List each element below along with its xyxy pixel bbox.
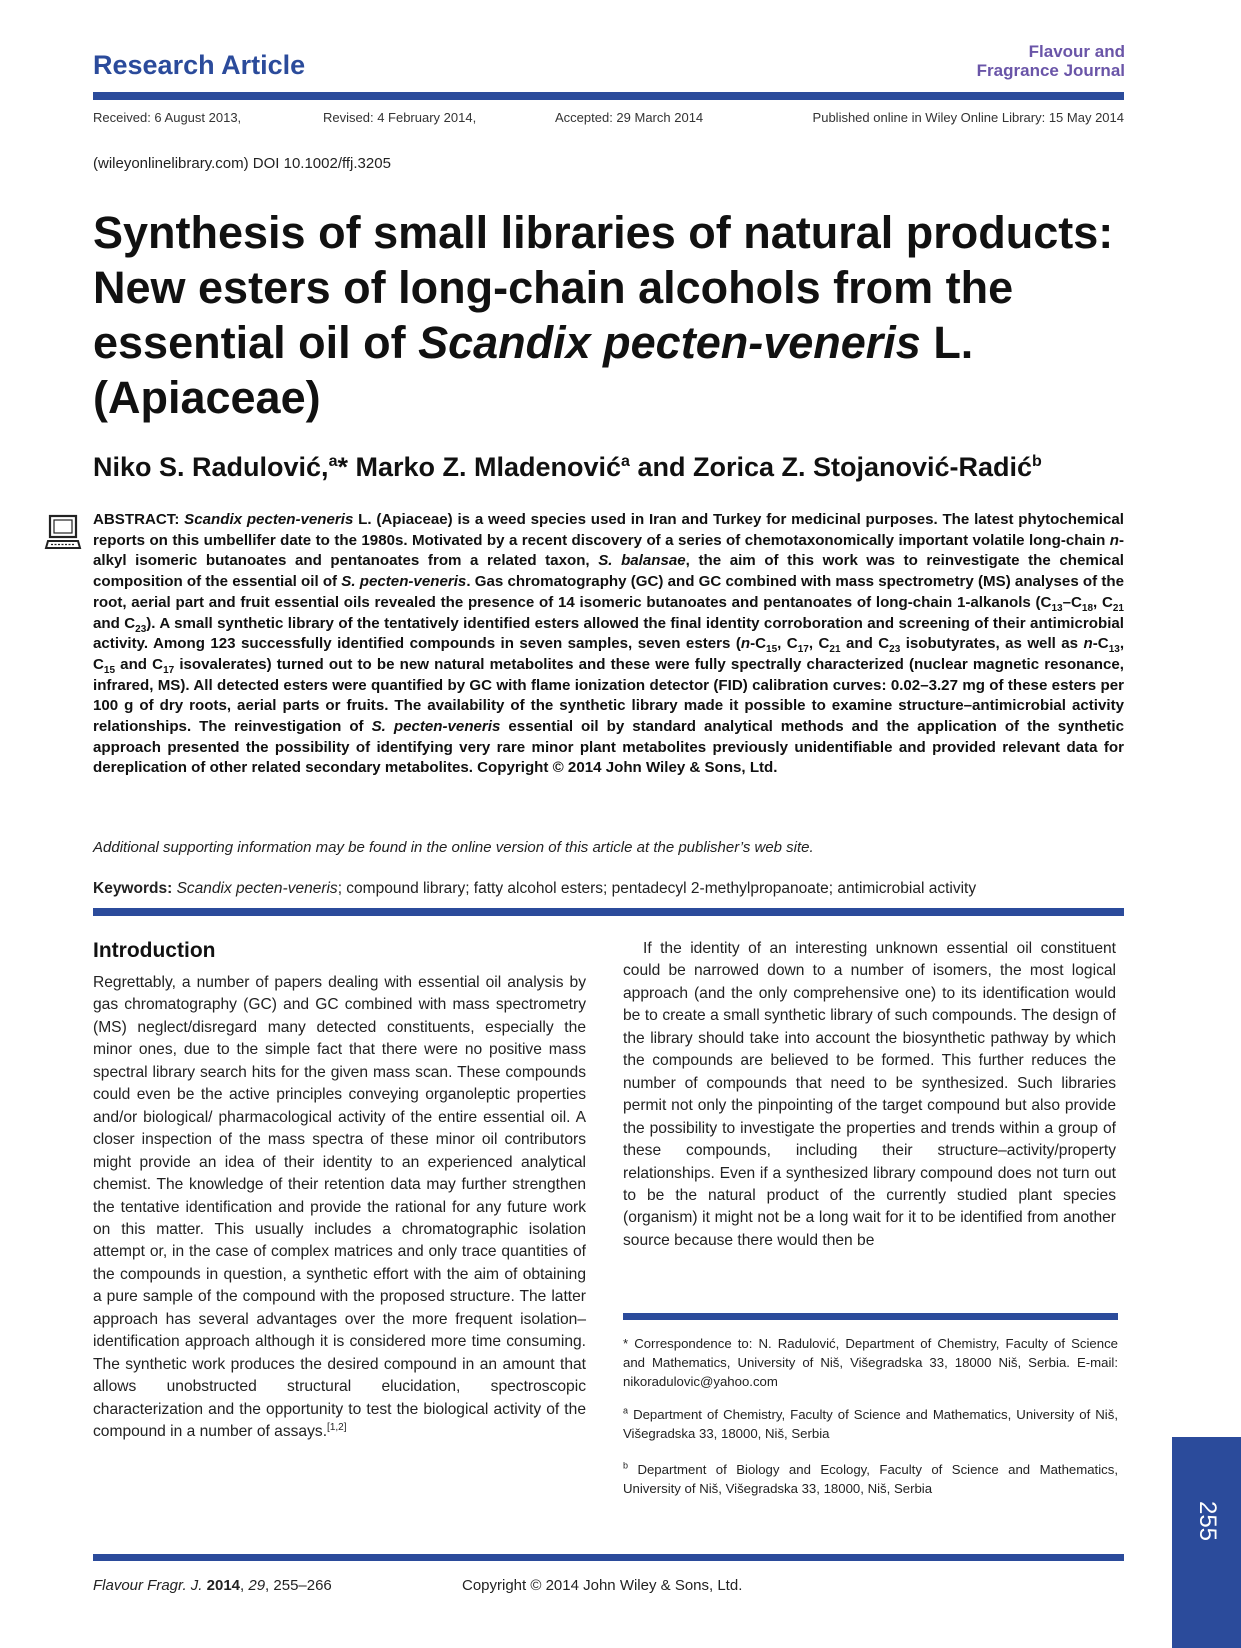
keywords-label: Keywords: (93, 880, 177, 897)
keywords (93, 880, 976, 898)
journal-logo-line2: Fragrance Journal (976, 61, 1125, 80)
paragraph-text: Regrettably, a number of papers dealing with essential oil analysis by gas chromatography (GC) and GC combined with mass spectrometry (MS) neglect/disregard many detected constituents, especially the minor ones, due to the simple fact that there were no positive mass spectral library search hits for the given mass scan. These compounds could even be the active principles conveying organoleptic properties and/or biological/ pharmacological activity of the entire essential oil. A closer inspection of the mass spectra of these minor oil contributors might provide an idea of their identity to an experienced analytical chemist. The knowledge of their retention data may further strengthen the tentative identification and provide the rational for any future work on this matter. This usually includes a chromatographic isolation attempt or, in the case of complex matrices and only trace quantities of the compounds in question, a synthetic effort with the aim of obtaining a pure sample of the compound with the proposed structure. The latter approach has several advantages over the more frequent isolation–identification approach although it is considered more time consuming. The synthetic work produces the desired compound in an amount that allows unobstructed structural elucidation, spectroscopic characterization and the opportunity to test the biological activity of the compound in a number of assays. (93, 974, 586, 1441)
subscript: 13 (1108, 644, 1120, 656)
abstract-text: -alkyl isomeric butanoates and pentanoates from a related taxon, (93, 531, 1124, 570)
subscript: 13 (1051, 602, 1063, 614)
keyword-species: Scandix pecten-veneris (176, 880, 338, 897)
subscript: 15 (766, 644, 778, 656)
species-name: S. balansae (598, 552, 686, 570)
abstract-text: ). A small synthetic library of the tentatively identified esters allowed the final identity corroboration and screening of their antimicrobial activity. Among 123 successfully identified compounds in seven samples, seven esters ( (93, 614, 1124, 653)
author-2: Marko Z. Mladenović (347, 452, 622, 482)
title-line-3 (93, 315, 1153, 370)
citation-pages: , 255–266 (265, 1577, 332, 1594)
keyword-list: ; compound library; fatty alcohol esters; pentadecyl 2-methylpropanoate; antimicrobial activity (337, 880, 977, 897)
affiliation-mark: b (1032, 453, 1042, 470)
author-1: Niko S. Radulović, (93, 452, 329, 482)
received-date: Received: 6 August 2013, (93, 110, 242, 125)
abstract-text: , C (93, 635, 1125, 673)
subscript: 23 (889, 644, 901, 656)
supporting-info-note: Additional supporting information may be found in the online version of this article at the publisher’s web site. (93, 839, 814, 856)
subscript: 21 (829, 644, 841, 656)
page-number-text: 255 (1193, 1500, 1221, 1542)
citation-ref[interactable]: [1,2] (327, 1421, 347, 1433)
abstract-text: , C (777, 635, 798, 653)
citation-year: 2014 (206, 1577, 241, 1594)
abstract-text: and C (93, 614, 136, 632)
title-species: Scandix pecten-veneris (418, 317, 921, 368)
intro-left-column (93, 972, 586, 1444)
section-heading: Introduction (93, 939, 216, 962)
published-date: Published online in Wiley Online Library: 15 May 2014 (812, 110, 1124, 125)
abstract-text: , C (1093, 593, 1113, 611)
species-name: S. pecten-veneris (371, 718, 501, 736)
footnote-rule (623, 1313, 1118, 1320)
affiliation-mark: a (623, 1405, 629, 1416)
affiliation-mark: b (623, 1460, 629, 1471)
subscript: 23 (135, 623, 147, 635)
abstract-text: -C (1092, 635, 1109, 653)
revised-date: Revised: 4 February 2014, (323, 110, 477, 125)
affiliation-mark: a (621, 453, 630, 470)
and-word: and (629, 452, 693, 482)
accepted-date: Accepted: 29 March 2014 (555, 110, 704, 125)
abstract-text: and C (840, 635, 890, 653)
corresponding-mark: * (337, 452, 348, 482)
abstract-label: ABSTRACT: (93, 511, 185, 528)
author-3: Zorica Z. Stojanović-Radić (692, 452, 1033, 482)
footer-copyright: Copyright © 2014 John Wiley & Sons, Ltd. (462, 1577, 743, 1594)
footer-rule (93, 1554, 1124, 1561)
subscript: 21 (1112, 602, 1124, 614)
abstract-text: and C (115, 655, 164, 673)
correspondence-footnote: * Correspondence to: N. Radulović, Department of Chemistry, Faculty of Science and Mathematics, University of Niš, Višegradska 33, 18000 Niš, Serbia. E-mail: nikoradulovic@yahoo.com (623, 1336, 1118, 1389)
header-rule (93, 92, 1124, 100)
doi: (wileyonlinelibrary.com) DOI 10.1002/ffj.3205 (93, 155, 391, 172)
abstract-text: , C (808, 635, 830, 653)
species-name: S. pecten-veneris (341, 573, 467, 591)
abstract-text: isovalerates) turned out to be new natural metabolites and these were fully spectrally characterized (nuclear magnetic resonance, infrared, MS). All detected esters were quantified by GC with flame ionization detector (FID) calibration curves: 0.02–3.27 mg of these esters per 100 g of dry roots, aerial parts or fruits. The availability of the synthetic library made it possible to examine structure–antimicrobial activity relationships. The reinvestigation of (93, 655, 1124, 736)
subscript: 18 (1081, 602, 1094, 614)
italic-n: n (740, 635, 751, 653)
subscript: 17 (797, 644, 809, 656)
journal-logo-line1: Flavour and (1028, 42, 1125, 61)
article-title (93, 205, 1153, 425)
abstract-text: essential oil by standard analytical methods and the application of the synthetic approach presented the possibility of identifying very rare minor plant metabolites previously unidentifiable and provided relevant data for dereplication of other related secondary metabolites. Copyright © 2014 John Wiley & Sons, Ltd. (93, 718, 1124, 777)
abstract (93, 510, 1124, 779)
citation-volume: 29 (248, 1577, 266, 1594)
affiliation-a (623, 1405, 1118, 1443)
title-text: L. (920, 317, 974, 368)
abstract-text: isobutyrates, as well as (900, 635, 1084, 653)
page-number (1172, 1437, 1241, 1648)
title-line-1: Synthesis of small libraries of natural products: (93, 207, 1114, 258)
abstract-text: . Gas chromatography (GC) and GC combined with mass spectrometry (MS) analyses of the root, aerial part and fruit essential oils revealed the presence of 14 isomeric butanoates and pentanoates of long-chain 1-alkanols (C (93, 573, 1125, 611)
journal-logo (977, 42, 1125, 80)
title-line-2: New esters of long-chain alcohols from the (93, 262, 1014, 313)
subscript: 17 (163, 664, 175, 676)
abstract-text: -C (750, 635, 767, 653)
italic-n: n (1083, 635, 1093, 653)
journal-abbrev: Flavour Fragr. J. (93, 1577, 203, 1594)
abstract-text: , the aim of this work was to reinvestigate the chemical composition of the essential oil of (93, 552, 1124, 591)
abstract-text: L. (Apiaceae) is a weed species used in Iran and Turkey for medicinal purposes. The latest phytochemical reports on this umbellifer date to the 1980s. Motivated by a recent discovery of a series of chemotaxonomically important volatile long-chain (93, 511, 1124, 549)
affiliation-text: Department of Chemistry, Faculty of Science and Mathematics, University of Niš, Višegradska 33, 18000, Niš, Serbia (623, 1407, 1118, 1441)
abstract-text: –C (1062, 593, 1082, 611)
section-label: Research Article (93, 50, 306, 80)
footer-citation: Flavour Fragr. J. 2014, 29, 255–266 (93, 1577, 332, 1594)
computer-icon (44, 514, 82, 554)
affiliation-text: Department of Biology and Ecology, Faculty of Science and Mathematics, University of Niš, Višegradska 33, 18000, Niš, Serbia (623, 1462, 1118, 1496)
title-line-4: (Apiaceae) (93, 372, 321, 423)
title-text: essential oil of (93, 317, 419, 368)
italic-n: n (1109, 531, 1119, 549)
species-name: Scandix pecten-veneris (184, 511, 354, 528)
intro-right-column: If the identity of an interesting unknown essential oil constituent could be narrowed down to a number of isomers, the most logical approach (and the only comprehensive one) to its identification would be to create a small synthetic library of such compounds. The design of the library should take into account the biosynthetic pathway by which the compounds are believed to be formed. This further reduces the number of compounds that need to be synthesized. Such libraries permit not only the pinpointing of the target compound but also provide the possibility to investigate the properties and trends within a group of these compounds, including their structure–activity/property relationships. Even if a synthesized library compound does not turn out to be the natural product of the currently studied plant species (organism) it might not be a long wait for it to be identified from another source because there would then be (623, 940, 1116, 1249)
authors (93, 452, 1042, 483)
abstract-rule (93, 908, 1124, 916)
affiliation-b (623, 1460, 1118, 1498)
subscript: 15 (103, 664, 116, 676)
affiliation-mark: a (328, 453, 338, 470)
